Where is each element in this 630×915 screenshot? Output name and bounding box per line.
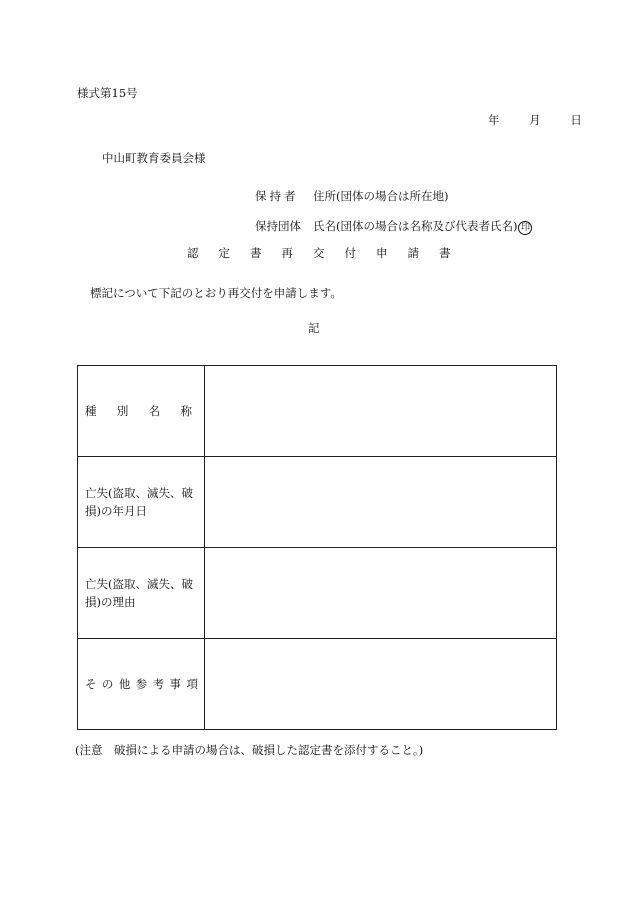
- date-day-unit: 日: [570, 113, 582, 127]
- date-month-unit: 月: [529, 113, 541, 127]
- label-char: 参: [135, 677, 148, 691]
- title-char: 交: [313, 246, 325, 260]
- label-text: 亡失(盗取、滅失、破損)の年月日: [85, 486, 193, 518]
- group-label: 保持団体: [255, 219, 301, 233]
- label-char: の: [101, 677, 114, 691]
- title-char: 請: [407, 246, 419, 260]
- holder-address: 住所(団体の場合は所在地): [313, 189, 449, 203]
- row-value-field[interactable]: [205, 457, 557, 548]
- label-char: 事: [169, 677, 182, 691]
- label-char: 名: [148, 404, 161, 418]
- label-char: 別: [116, 404, 129, 418]
- group-line: [255, 218, 532, 235]
- intro-text: 標記について下記のとおり再交付を申請します。: [90, 286, 342, 300]
- table-row: [78, 366, 557, 457]
- row-label: [78, 366, 205, 457]
- row-label: [78, 639, 205, 730]
- label-char: 他: [118, 677, 131, 691]
- row-value-field[interactable]: [205, 366, 557, 457]
- title-char: 申: [376, 246, 388, 260]
- row-label: [78, 457, 205, 548]
- title-char: 付: [344, 246, 356, 260]
- row-value-field[interactable]: [205, 548, 557, 639]
- title-char: 書: [250, 246, 262, 260]
- date-line: [462, 112, 582, 128]
- label-char: 種: [85, 404, 97, 418]
- addressee: 中山町教育委員会様: [102, 151, 206, 165]
- label-char: 考: [152, 677, 165, 691]
- document-title: [187, 245, 471, 261]
- form-number: 様式第15号: [77, 86, 138, 100]
- holder-label: 保持者: [255, 189, 299, 203]
- row-value-field[interactable]: [205, 639, 557, 730]
- group-name: 氏名(団体の場合は名称及び代表者氏名): [313, 219, 518, 233]
- holder-line: [255, 188, 448, 204]
- note: (注意 破損による申請の場合は、破損した認定書を添付すること。): [75, 743, 424, 757]
- label-text: 亡失(盗取、滅失、破損)の理由: [85, 577, 193, 609]
- label-char: 称: [180, 404, 192, 418]
- table-row: [78, 548, 557, 639]
- row-label: [78, 548, 205, 639]
- label-char: そ: [85, 677, 97, 691]
- title-char: 認: [187, 246, 199, 260]
- date-year-unit: 年: [488, 113, 500, 127]
- table-row: [78, 639, 557, 730]
- application-table: [77, 365, 557, 730]
- title-char: 書: [439, 246, 451, 260]
- title-char: 定: [218, 246, 230, 260]
- ki-heading: 記: [308, 321, 320, 335]
- seal-mark: 印: [518, 221, 532, 235]
- title-char: 再: [281, 246, 293, 260]
- label-char: 項: [186, 677, 198, 691]
- table-row: [78, 457, 557, 548]
